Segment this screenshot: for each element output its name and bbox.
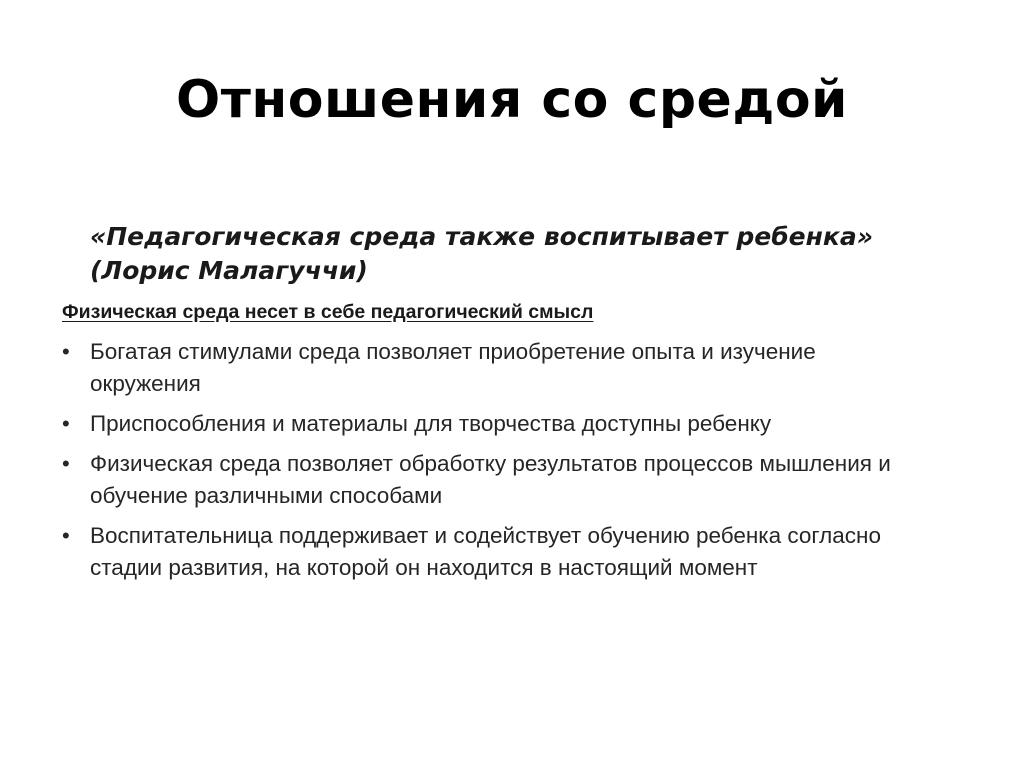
bullet-dot-icon: • bbox=[62, 411, 70, 436]
quote-text: «Педагогическая среда также воспитывает ребенка» (Лорис Малагуччи) bbox=[90, 222, 873, 285]
bullet-text: Богатая стимулами среда позволяет приобретение опыта и изучение окружения bbox=[90, 339, 816, 396]
slide-title: Отношения со средой bbox=[176, 70, 848, 130]
section-heading: Физическая среда несет в себе педагогический смысл bbox=[62, 301, 594, 323]
bullet-dot-icon: • bbox=[62, 339, 70, 364]
bullet-dot-icon: • bbox=[62, 523, 70, 548]
bullet-item bbox=[62, 408, 920, 440]
bullet-item bbox=[62, 520, 920, 584]
bullet-item bbox=[62, 448, 920, 512]
bullet-dot-icon: • bbox=[62, 451, 70, 476]
bullet-text: Воспитательница поддерживает и содействует обучению ребенка согласно стадии развития, на которой он находится в настоящий момент bbox=[90, 523, 881, 580]
bullet-text: Физическая среда позволяет обработку результатов процессов мышления и обучение различными способами bbox=[90, 451, 891, 508]
bullet-item bbox=[62, 336, 920, 400]
bullet-text: Приспособления и материалы для творчества доступны ребенку bbox=[90, 411, 772, 436]
bullet-list bbox=[62, 336, 962, 592]
